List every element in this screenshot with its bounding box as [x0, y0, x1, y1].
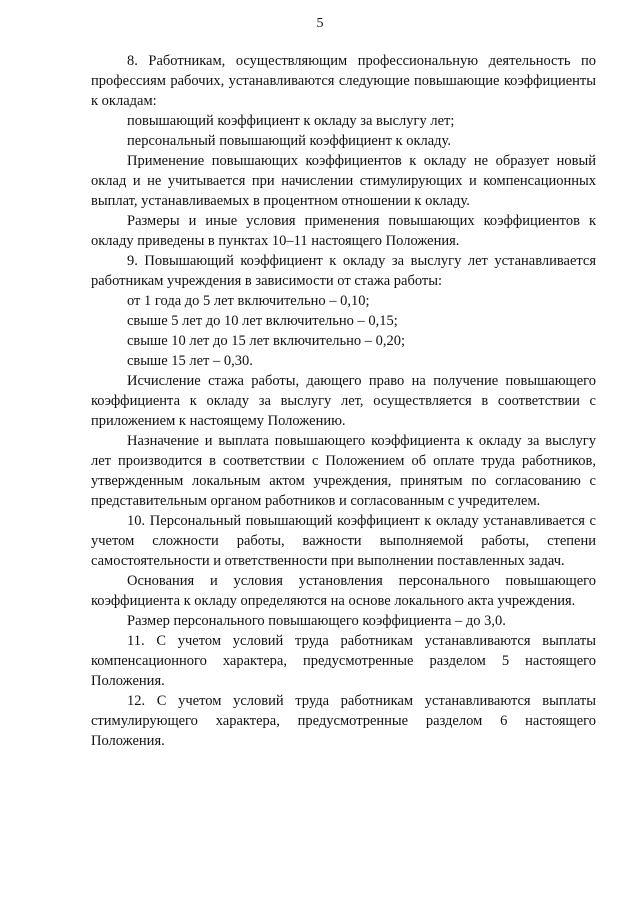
coefficient-list-item: персональный повышающий коэффициент к окладу. [127, 133, 451, 149]
body-paragraph: Исчисление стажа работы, дающего право на получение повышающего коэффициента к окладу за выслугу лет, осуществляется в соответствии с приложением к настоящему Положению. [91, 373, 596, 429]
section-9-paragraph: 9. Повышающий коэффициент к окладу за выслугу лет устанавливается работникам учреждения в зависимости от стажа работы: [91, 253, 596, 289]
section-12-paragraph: 12. С учетом условий труда работникам устанавливаются выплаты стимулирующего характера, предусмотренные разделом 6 настоящего Положения. [91, 693, 596, 749]
section-11-paragraph: 11. С учетом условий труда работникам устанавливаются выплаты компенсационного характера, предусмотренные разделом 5 настоящего Положения. [91, 633, 596, 689]
seniority-list-item: свыше 5 лет до 10 лет включительно – 0,15; [127, 313, 398, 329]
body-paragraph: Основания и условия установления персонального повышающего коэффициента к окладу определяются на основе локального акта учреждения. [91, 573, 596, 609]
document-body [91, 51, 596, 751]
body-paragraph: Применение повышающих коэффициентов к окладу не образует новый оклад и не учитывается при начислении стимулирующих и компенсационных выплат, устанавливаемых в процентном отношении к окладу. [91, 153, 596, 209]
seniority-list-item: свыше 15 лет – 0,30. [127, 353, 253, 369]
body-paragraph: Размер персонального повышающего коэффициента – до 3,0. [127, 613, 506, 629]
page-number: 5 [316, 16, 324, 31]
seniority-list-item: от 1 года до 5 лет включительно – 0,10; [127, 293, 370, 309]
body-paragraph: Назначение и выплата повышающего коэффициента к окладу за выслугу лет производится в соответствии с Положением об оплате труда работников, утвержденным локальным актом учреждения, принятым по согласованию с представительным органом работников и согласованным с учредителем. [91, 433, 596, 509]
coefficient-list-item: повышающий коэффициент к окладу за выслугу лет; [127, 113, 455, 129]
body-paragraph: Размеры и иные условия применения повышающих коэффициентов к окладу приведены в пунктах 10–11 настоящего Положения. [91, 213, 596, 249]
section-10-paragraph: 10. Персональный повышающий коэффициент к окладу устанавливается с учетом сложности работы, важности выполняемой работы, степени самостоятельности и ответственности при выполнении поставленных задач. [91, 513, 596, 569]
seniority-list-item: свыше 10 лет до 15 лет включительно – 0,20; [127, 333, 406, 349]
section-8-paragraph: 8. Работникам, осуществляющим профессиональную деятельность по профессиям рабочих, устанавливаются следующие повышающие коэффициенты к окладам: [91, 53, 596, 109]
